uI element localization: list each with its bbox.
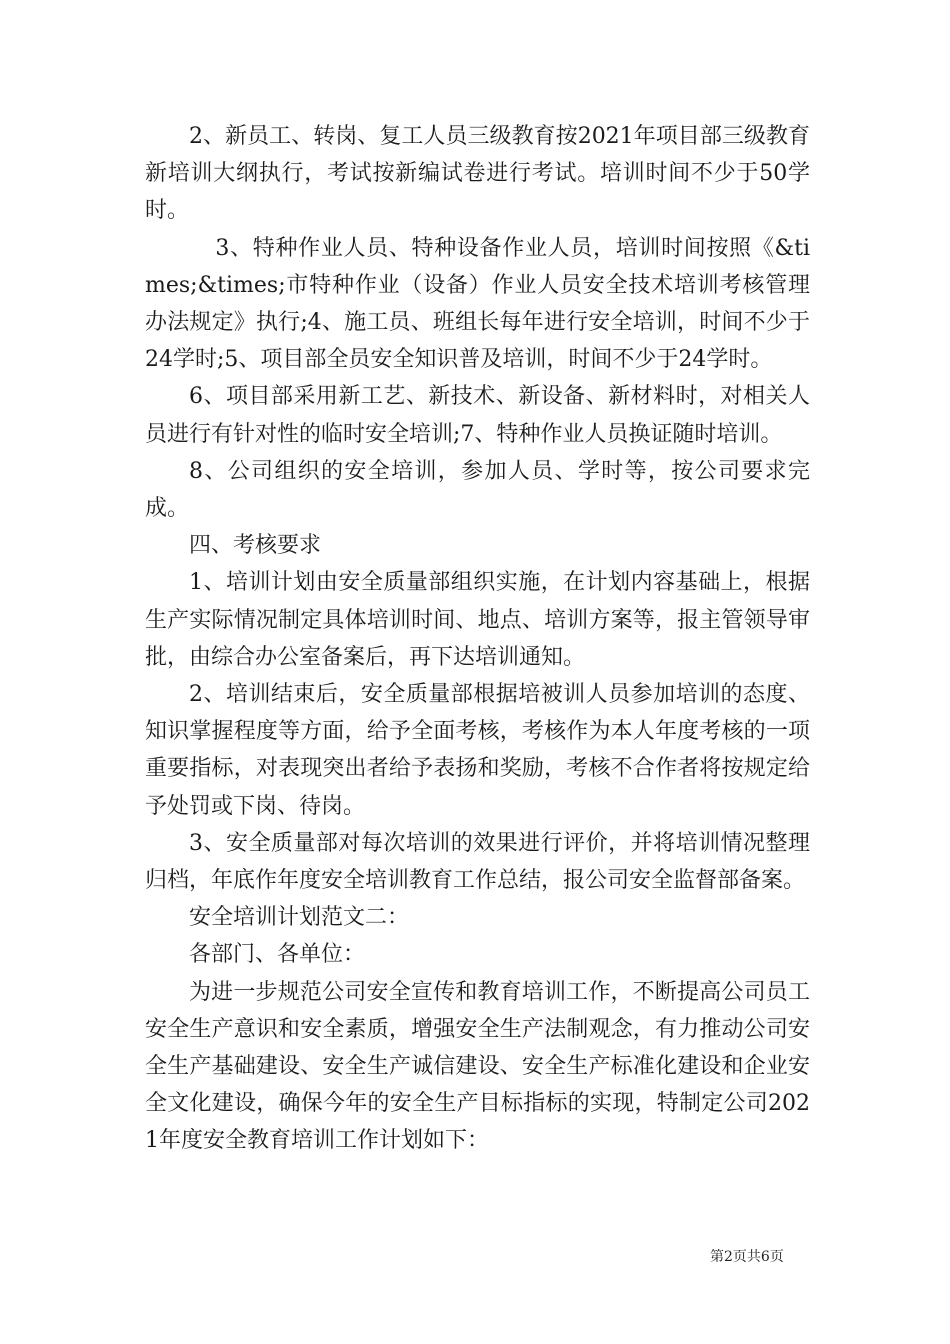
document-body (145, 118, 810, 1160)
section-heading-sample-two: 安全培训计划范文二： (189, 905, 410, 931)
paragraph-assessment-1: 1、培训计划由安全质量部组织实施，在计划内容基础上，根据生产实际情况制定具体培训时间、地点、培训方案等，报主管领导审批，由综合办公室备案后，再下达培训通知。 (145, 570, 810, 670)
paragraph-introduction: 为进一步规范公司安全宣传和教育培训工作，不断提高公司员工安全生产意识和安全素质，增强安全生产法制观念，有力推动公司安全生产基础建设、安全生产诚信建设、安全生产标准化建设和企业安全文化建设，确保今年的安全生产目标指标的实现，特制定公司2021年度安全教育培训工作计划如下： (145, 979, 810, 1154)
paragraph-company-training: 8、公司组织的安全培训，参加人员、学时等，按公司要求完成。 (145, 458, 810, 522)
paragraph-assessment-3: 3、安全质量部对每次培训的效果进行评价，并将培训情况整理归档，年底作年度安全培训教育工作总结，报公司安全监督部备案。 (145, 830, 810, 894)
paragraph-new-employee-training: 2、新员工、转岗、复工人员三级教育按2021年项目部三级教育新培训大纲执行，考试按新编试卷进行考试。培训时间不少于50学时。 (145, 124, 810, 224)
paragraph-special-operations-training: 3、特种作业人员、特种设备作业人员，培训时间按照《&times;&times;市特种作业（设备）作业人员安全技术培训考核管理办法规定》执行;4、施工员、班组长每年进行安全培训，时间不少于24学时;5、项目部全员安全知识普及培训，时间不少于24学时。 (145, 235, 810, 373)
paragraph-new-technology-training: 6、项目部采用新工艺、新技术、新设备、新材料时，对相关人员进行有针对性的临时安全培训;7、特种作业人员换证随时培训。 (145, 384, 810, 447)
page-number: 第2页共6页 (710, 1249, 784, 1265)
paragraph-assessment-2: 2、培训结束后，安全质量部根据培被训人员参加培训的态度、知识掌握程度等方面，给予全面考核，考核作为本人年度考核的一项重要指标，对表现突出者给予表扬和奖励，考核不合作者将按规定给予处罚或下岗、待岗。 (145, 682, 810, 819)
section-heading-assessment: 四、考核要求 (189, 533, 322, 559)
salutation: 各部门、各单位： (189, 942, 366, 968)
